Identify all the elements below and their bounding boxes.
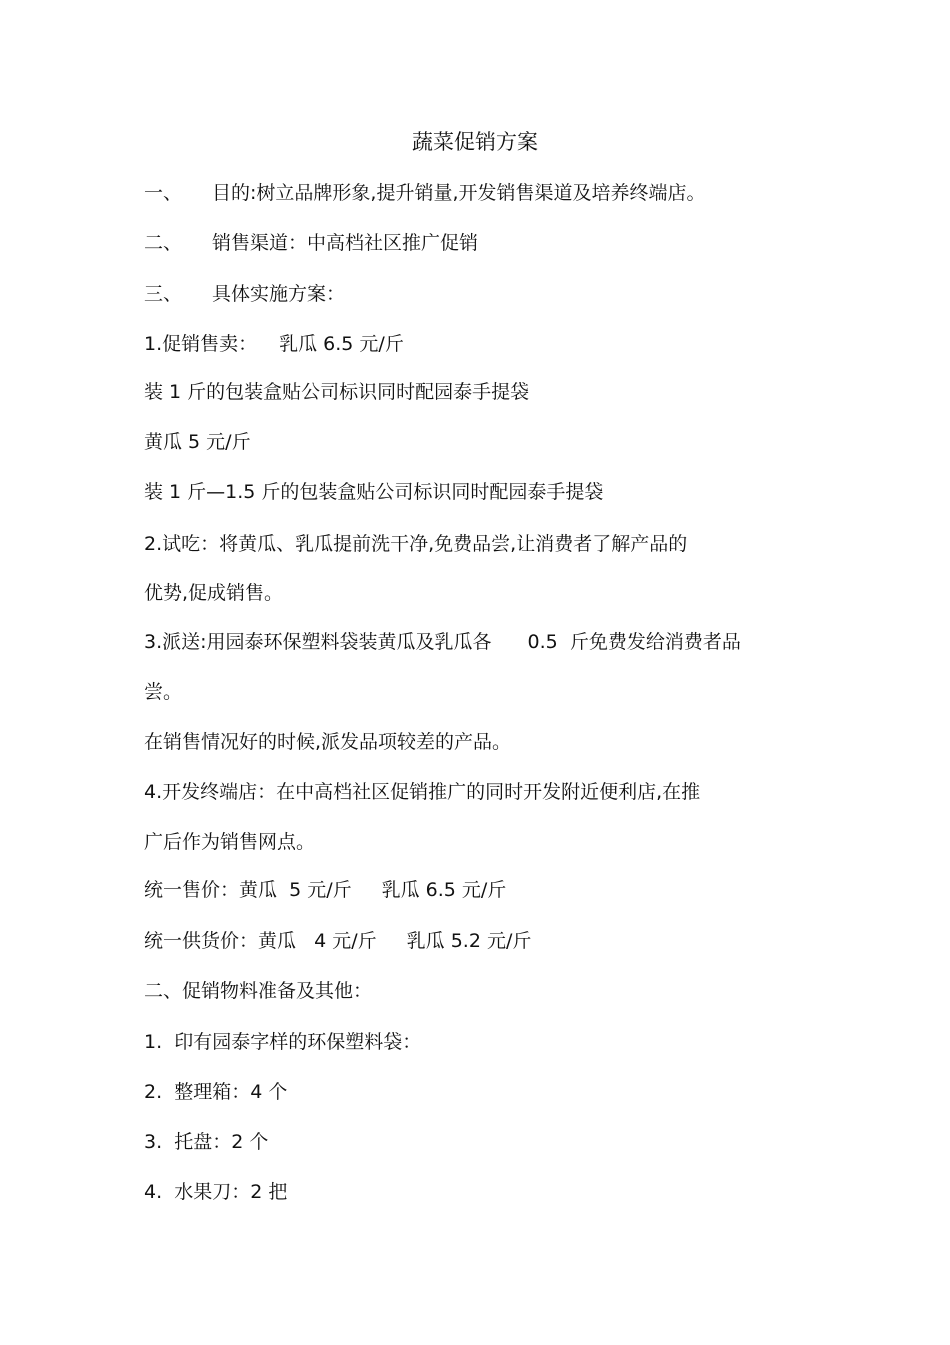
item-3-line-1b: 0.5 斤免费发给消费者品 <box>527 631 741 653</box>
materials-item-3: 3. 托盘：2 个 <box>144 1131 269 1153</box>
retail-price-line <box>144 877 506 903</box>
materials-heading: 二、促销物料准备及其他： <box>144 980 373 1002</box>
item-1-pack-2: 装 1 斤—1.5 斤的包装盒贴公司标识同时配园泰手提袋 <box>144 481 604 503</box>
supply-price-line <box>144 928 531 954</box>
supply-price-ruigua: 乳瓜 5.2 元/斤 <box>406 930 532 952</box>
item-3-line-2: 尝。 <box>144 681 183 703</box>
section-3-text: 具体实施方案： <box>212 283 346 305</box>
item-2-line-1: 2.试吃：将黄瓜、乳瓜提前洗干净,免费品尝,让消费者了解产品的 <box>144 533 688 555</box>
section-2-text: 销售渠道：中高档社区推广促销 <box>212 232 479 254</box>
section-3-number: 三、 <box>144 283 183 305</box>
materials-item-4: 4. 水果刀：2 把 <box>144 1181 288 1203</box>
section-1-number: 一、 <box>144 182 183 204</box>
item-3-line-1a: 3.派送:用园泰环保塑料袋装黄瓜及乳瓜各 <box>144 631 492 653</box>
retail-price-label: 统一售价：黄瓜 5 元/斤 <box>144 879 352 901</box>
item-1-line <box>144 331 404 357</box>
retail-price-ruigua: 乳瓜 6.5 元/斤 <box>381 879 507 901</box>
item-1-pack-1: 装 1 斤的包装盒贴公司标识同时配园泰手提袋 <box>144 381 530 403</box>
supply-price-label: 统一供货价：黄瓜 4 元/斤 <box>144 930 377 952</box>
item-4-line-2: 广后作为销售网点。 <box>144 831 316 853</box>
item-4-line-1: 4.开发终端店：在中高档社区促销推广的同时开发附近便利店,在推 <box>144 781 701 803</box>
materials-item-2: 2. 整理箱：4 个 <box>144 1081 288 1103</box>
item-1-price-2: 黄瓜 5 元/斤 <box>144 431 251 453</box>
section-1-text: 目的:树立品牌形象,提升销量,开发销售渠道及培养终端店。 <box>212 182 706 204</box>
item-1-price-1: 乳瓜 6.5 元/斤 <box>279 333 404 355</box>
section-1 <box>144 180 706 206</box>
section-3 <box>144 281 345 307</box>
item-2-line-2: 优势,促成销售。 <box>144 582 284 604</box>
item-1-label: 1.促销售卖： <box>144 333 258 355</box>
item-3-line-1 <box>144 629 741 655</box>
section-2-number: 二、 <box>144 232 183 254</box>
section-2 <box>144 230 478 256</box>
materials-item-1: 1. 印有园泰字样的环保塑料袋： <box>144 1031 422 1053</box>
document-title: 蔬菜促销方案 <box>412 130 538 154</box>
item-3-line-3: 在销售情况好的时候,派发品项较差的产品。 <box>144 731 512 753</box>
